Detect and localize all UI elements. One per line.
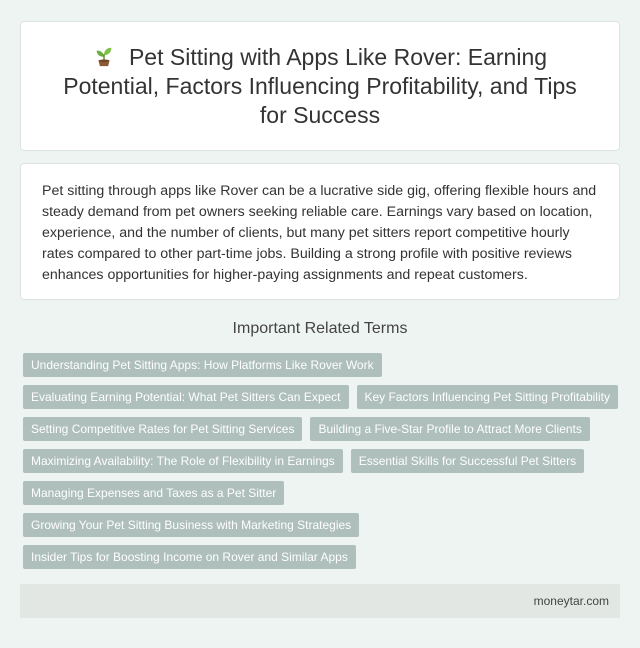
intro-paragraph: Pet sitting through apps like Rover can be a lucrative side gig, offering flexible hours and steady demand from pet owners seeking reliable care. Earnings vary based on location, experience, and the number of clients, but many pet sitters report competitive hourly rates compared to other part-time jobs. Building a strong profile with positive reviews enhances opportunities for higher-paying assignments and repeat customers. bbox=[42, 183, 597, 283]
related-term-tag[interactable]: Essential Skills for Successful Pet Sitters bbox=[351, 449, 584, 473]
related-term-tag[interactable]: Evaluating Earning Potential: What Pet Sitters Can Expect bbox=[23, 385, 349, 409]
intro-card bbox=[20, 163, 620, 300]
related-term-tag[interactable]: Building a Five-Star Profile to Attract More Clients bbox=[310, 417, 589, 441]
sprout-icon bbox=[93, 45, 115, 67]
related-term-tag[interactable]: Managing Expenses and Taxes as a Pet Sitter bbox=[23, 481, 284, 505]
related-term-tag[interactable]: Insider Tips for Boosting Income on Rover and Similar Apps bbox=[23, 545, 356, 569]
related-term-tag[interactable]: Maximizing Availability: The Role of Flexibility in Earnings bbox=[23, 449, 343, 473]
related-term-tag[interactable]: Key Factors Influencing Pet Sitting Profitability bbox=[357, 385, 618, 409]
related-term-tag[interactable]: Understanding Pet Sitting Apps: How Platforms Like Rover Work bbox=[23, 353, 382, 377]
related-term-tag[interactable]: Growing Your Pet Sitting Business with Marketing Strategies bbox=[23, 513, 359, 537]
related-term-tag[interactable]: Setting Competitive Rates for Pet Sitting Services bbox=[23, 417, 302, 441]
title-card bbox=[20, 21, 620, 151]
page-title-text: Pet Sitting with Apps Like Rover: Earning Potential, Factors Influencing Profitability, and Tips for Success bbox=[63, 43, 577, 128]
site-name[interactable]: moneytar.com bbox=[533, 594, 609, 608]
related-terms-list bbox=[23, 353, 623, 577]
footer bbox=[20, 584, 620, 618]
related-terms-heading: Important Related Terms bbox=[232, 320, 408, 337]
page-title bbox=[21, 43, 619, 130]
